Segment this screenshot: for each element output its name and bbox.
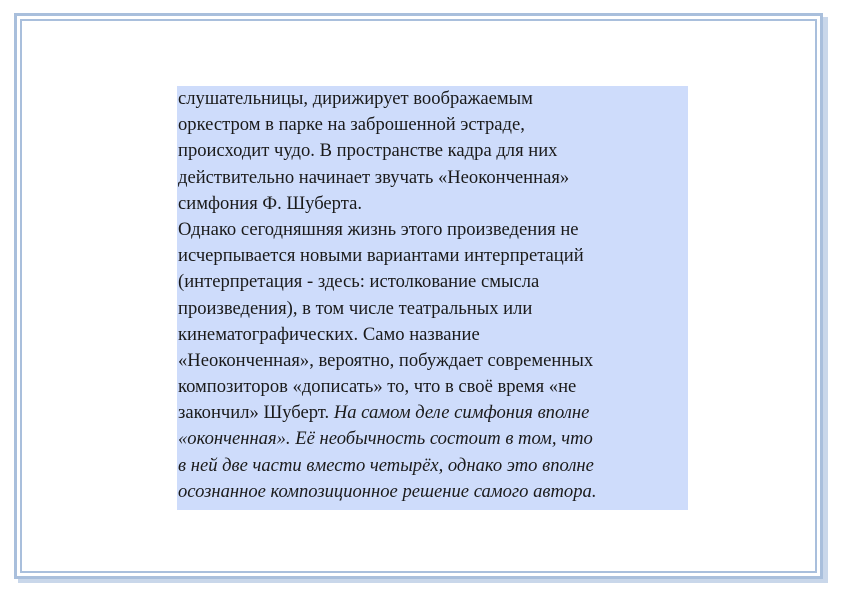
text-line: слушательницы, дирижирует воображаемым bbox=[178, 88, 533, 109]
text-line: исчерпывается новыми вариантами интерпретаций bbox=[178, 245, 584, 267]
frame-shadow bbox=[18, 579, 828, 583]
text-line: композиторов «дописать» то, что в своё время «не bbox=[178, 376, 577, 398]
text-line: кинематографических. Само название bbox=[178, 323, 480, 345]
text-line: действительно начинает звучать «Неоконченная» bbox=[178, 166, 570, 188]
frame-shadow bbox=[823, 17, 828, 583]
text-line: происходит чудо. В пространстве кадра для них bbox=[178, 140, 558, 162]
text-regular-segment: закончил» Шуберт. bbox=[178, 402, 334, 424]
text-box[interactable] bbox=[177, 86, 688, 510]
text-line-italic: «оконченная». Её необычность состоит в том, что bbox=[178, 428, 593, 450]
text-line: произведения), в том числе театральных или bbox=[178, 297, 533, 319]
text-line: (интерпретация - здесь: истолкование смысла bbox=[178, 271, 540, 293]
text-line-italic: в ней две части вместо четырёх, однако это вполне bbox=[178, 454, 594, 476]
text-line-mixed bbox=[178, 400, 688, 426]
text-line: Однако сегодняшняя жизнь этого произведения не bbox=[178, 218, 579, 240]
text-italic-segment: На самом деле симфония вполне bbox=[333, 402, 590, 424]
text-line: оркестром в парке на заброшенной эстраде, bbox=[178, 114, 525, 136]
text-line-italic: осознанное композиционное решение самого автора. bbox=[178, 480, 597, 502]
text-line: симфония Ф. Шуберта. bbox=[178, 192, 362, 214]
text-line: «Неоконченная», вероятно, побуждает современных bbox=[178, 349, 594, 371]
